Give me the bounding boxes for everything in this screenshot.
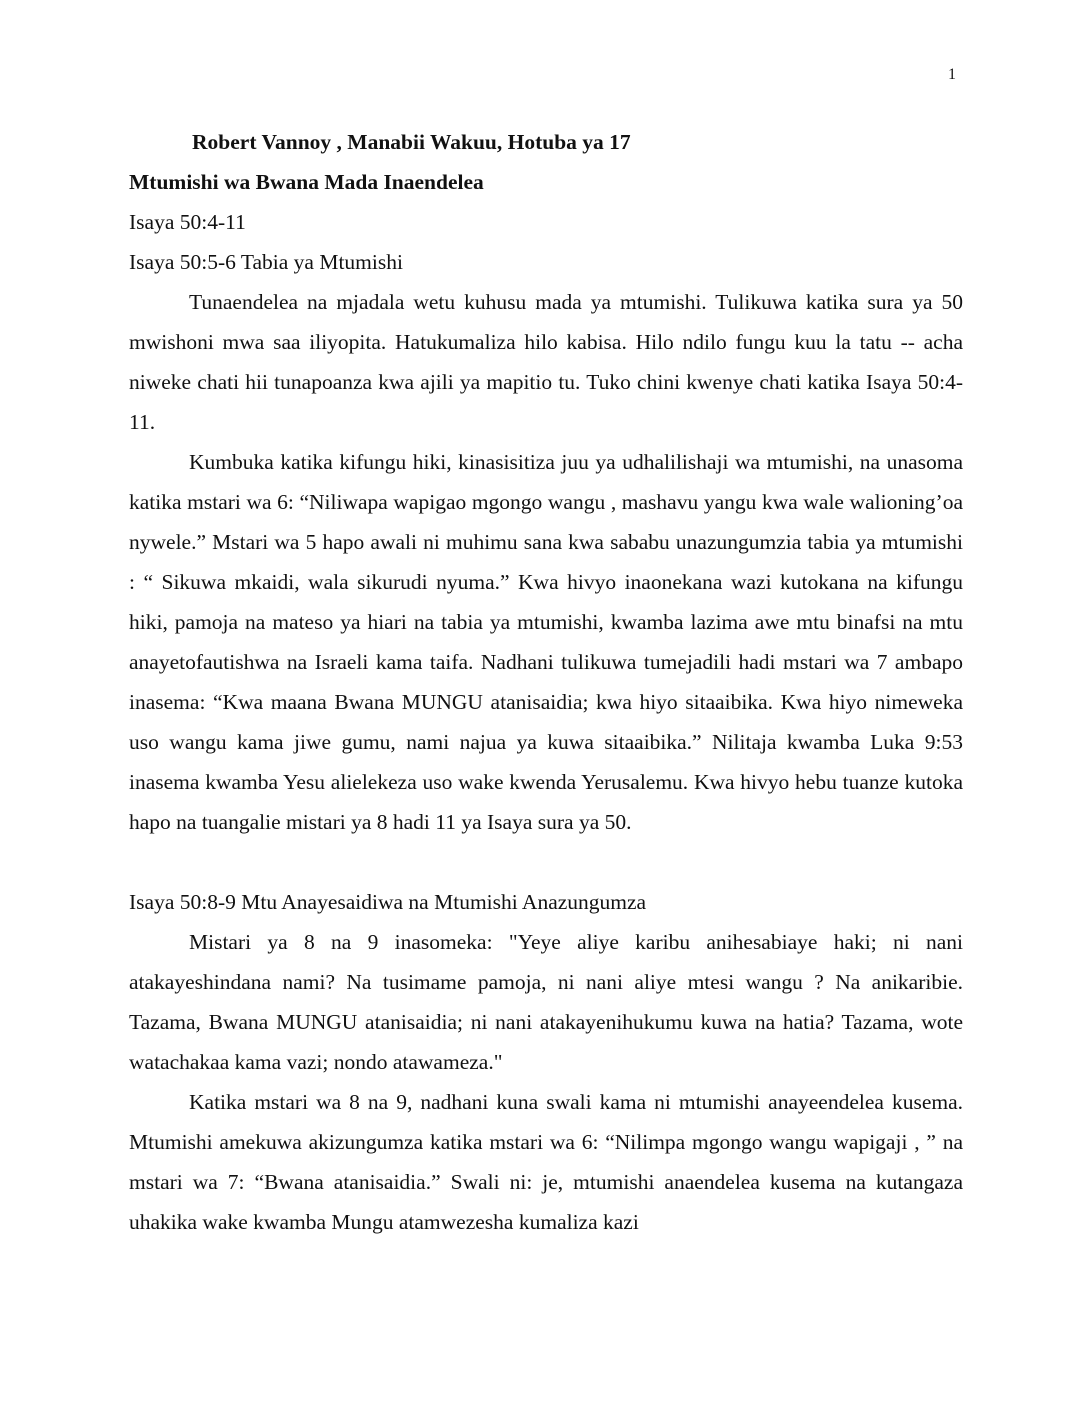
document-subtitle: Mtumishi wa Bwana Mada Inaendelea (129, 170, 484, 194)
paragraph-1: Tunaendelea na mjadala wetu kuhusu mada ya mtumishi. Tulikuwa katika sura ya 50 mwishoni mwa saa iliyopita. Hatukumaliza hilo kabisa. Hilo ndilo fungu kuu la tatu -- acha niweke chati hii tunapoanza kwa ajili ya mapitio tu. Tuko chini kwenye chati katika Isaya 50:4-11. (129, 290, 963, 434)
section-heading-1: Isaya 50:5-6 Tabia ya Mtumishi (129, 250, 403, 274)
document-title: Robert Vannoy , Manabii Wakuu, Hotuba ya 17 (192, 130, 631, 154)
paragraph-4: Katika mstari wa 8 na 9, nadhani kuna swali kama ni mtumishi anayeendelea kusema. Mtumishi amekuwa akizungumza katika mstari wa 6: “Nilimpa mgongo wangu wapigaji , ” na mstari wa 7: “Bwana atanisaidia.” Swali ni: je, mtumishi anaendelea kusema na kutangaza uhakika wake kwamba Mungu atamwezesha kumaliza kazi (129, 1090, 963, 1234)
document-body (129, 122, 963, 1242)
paragraph-3: Mistari ya 8 na 9 inasomeka: "Yeye aliye karibu anihesabiaye haki; ni nani atakayeshindana nami? Na tusimame pamoja, ni nani aliye mtesi wangu ? Na anikaribie. Tazama, Bwana MUNGU atanisaidia; ni nani atakayenihukumu kuwa na hatia? Tazama, wote watachakaa kama vazi; nondo atawameza." (129, 930, 963, 1074)
section-heading-2: Isaya 50:8-9 Mtu Anayesaidiwa na Mtumishi Anazungumza (129, 890, 647, 914)
paragraph-2: Kumbuka katika kifungu hiki, kinasisitiza juu ya udhalilishaji wa mtumishi, na unasoma katika mstari wa 6: “Niliwapa wapigao mgongo wangu , mashavu yangu kwa wale walioning’oa nywele.” Mstari wa 5 hapo awali ni muhimu sana kwa sababu unazungumzia tabia ya mtumishi : “ Sikuwa mkaidi, wala sikurudi nyuma.” Kwa hivyo inaonekana wazi kutokana na kifungu hiki, pamoja na mateso ya hiari na tabia ya mtumishi, kwamba lazima awe mtu binafsi na mtu anayetofautishwa na Israeli kama taifa. Nadhani tulikuwa tumejadili hadi mstari wa 7 ambapo inasema: “Kwa maana Bwana MUNGU atanisaidia; kwa hiyo sitaaibika. Kwa hiyo nimeweka uso wangu kama jiwe gumu, nami najua ya kuwa sitaaibika.” Nilitaja kwamba Luka 9:53 inasema kwamba Yesu alielekeza uso wake kwenda Yerusalemu. Kwa hivyo hebu tuanze kutoka hapo na tuangalie mistari ya 8 hadi 11 ya Isaya sura ya 50. (129, 450, 963, 834)
scripture-reference: Isaya 50:4-11 (129, 210, 246, 234)
page-number: 1 (948, 66, 956, 83)
section-spacer (129, 842, 963, 882)
